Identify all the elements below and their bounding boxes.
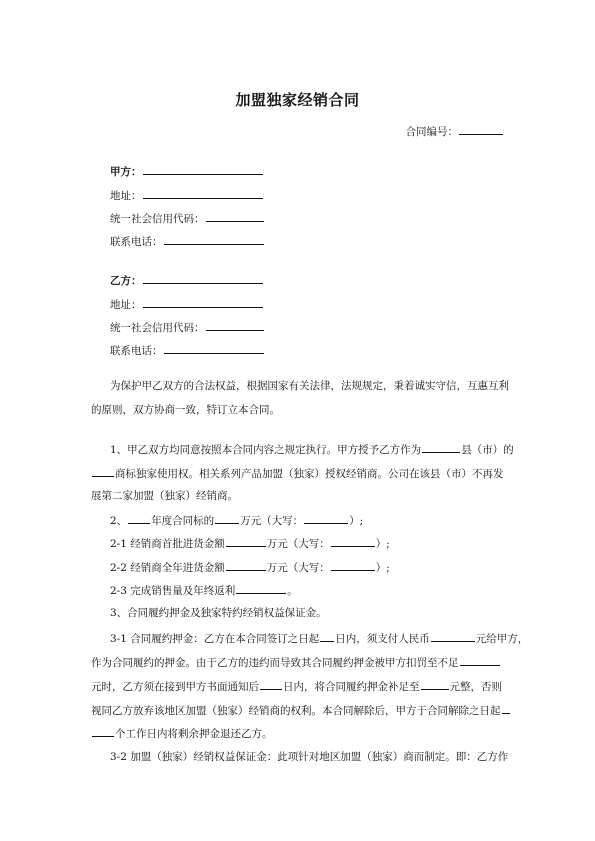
party-a-phone-blank [164, 233, 264, 245]
clause-3-1-notice-days-blank [260, 678, 282, 690]
contract-number-blank [459, 123, 503, 135]
party-a-address [110, 187, 264, 203]
party-a-name [110, 163, 264, 179]
clause-3-1-text-f: 日内，将合同履约押金补足至 [283, 681, 420, 693]
clause-2-1-text-b: 万元（大写： [266, 538, 330, 550]
clause-2-capital-blank [304, 512, 348, 524]
clause-2-amount-blank [215, 512, 239, 524]
clause-3-1-text-b: 日内，须支付人民币 [335, 633, 430, 645]
clause-2-text-b: 年度合同标的 [151, 515, 215, 527]
party-b-phone [110, 342, 265, 358]
clause-1-line-2 [91, 465, 504, 481]
clause-3-1-line-2 [91, 654, 501, 670]
clause-3-1-text-c: 元给甲方， [475, 633, 529, 645]
party-a-credit-code [110, 210, 265, 226]
clause-3-1-line-4 [91, 702, 511, 718]
party-a-phone-label: 联系电话： [110, 236, 163, 248]
party-a-address-label: 地址： [110, 190, 142, 202]
clause-3-1-rmb-blank [431, 630, 475, 642]
clause-3-1-line-3 [91, 678, 502, 694]
party-b-credit-blank [206, 319, 264, 331]
party-a-credit-blank [206, 210, 264, 222]
clause-2-2-text-b: 万元（大写： [266, 562, 330, 574]
clause-3-1-threshold-blank [460, 654, 500, 666]
party-b-address-label: 地址： [110, 299, 142, 311]
clause-2-2 [110, 559, 390, 575]
intro-line-2: 的原则，双方协商一致，特订立本合同。 [91, 404, 280, 416]
clause-3-2: 3-2 加盟（独家）经销权益保证金：此项针对地区加盟（独家）商而制定。即：乙方作 [110, 751, 509, 763]
clause-2-text-a: 2、 [110, 515, 128, 527]
clause-2-year-blank [128, 512, 150, 524]
clause-3-1-topup-blank [421, 678, 449, 690]
clause-1-county-blank [422, 441, 460, 453]
party-a-name-label: 甲方： [110, 166, 142, 178]
clause-2-text-c: 万元（大写： [240, 515, 304, 527]
clause-2-2-amount-blank [226, 559, 266, 571]
party-b-credit-code [110, 319, 265, 335]
clause-3-1-text-g: 元整，否则 [449, 681, 502, 693]
clause-3-1-text-e: 元时，乙方须在接到甲方书面通知后 [91, 681, 259, 693]
clause-3-1-line-5 [91, 725, 273, 741]
clause-2-1-text-c: ）; [375, 538, 390, 550]
party-b-name [110, 272, 264, 288]
clause-2-1-amount-blank [226, 535, 266, 547]
party-a-credit-label: 统一社会信用代码： [110, 213, 205, 225]
clause-2-3-text-b: 。 [287, 585, 298, 597]
clause-2-2-text-c: ）; [375, 562, 390, 574]
clause-2-1-text-a: 2-1 经销商首批进货金额 [110, 538, 225, 550]
clause-2 [110, 512, 363, 528]
party-b-address [110, 296, 264, 312]
clause-2-3-text-a: 2-3 完成销售量及年终返利 [110, 585, 236, 597]
party-b-phone-blank [164, 342, 264, 354]
clause-3-1-refund-blank-a [502, 702, 510, 714]
clause-1-line-3: 展第二家加盟（独家）经销商。 [91, 490, 238, 502]
clause-3-1-text-h: 视同乙方放弃该地区加盟（独家）经销商的权利。本合同解除后，甲方于合同解除之日起 [91, 705, 501, 717]
clause-3: 3、合同履约押金及独家特约经销权益保证金。 [110, 607, 327, 619]
contract-number-label: 合同编号： [405, 126, 458, 138]
clause-1-line-1 [110, 441, 514, 457]
clause-1-text-c: 商标独家使用权。相关系列产品加盟（独家）授权经销商。公司在该县（市）不再发 [115, 468, 504, 480]
clause-1-brand-blank [92, 465, 114, 477]
clause-2-1-capital-blank [331, 535, 375, 547]
clause-3-1-text-a: 3-1 合同履约押金：乙方在本合同签订之日起 [110, 633, 320, 645]
contract-number [406, 123, 505, 139]
clause-3-1-refund-blank-b [92, 725, 114, 737]
clause-2-2-text-a: 2-2 经销商全年进货金额 [110, 562, 225, 574]
clause-2-2-capital-blank [331, 559, 375, 571]
party-b-name-blank [143, 272, 263, 284]
clause-3-1-text-i: 个工作日内将剩余押金退还乙方。 [115, 728, 273, 740]
intro-line-1: 为保护甲乙双方的合法权益，根据国家有关法律，法规规定，秉着诚实守信，互惠互利 [110, 380, 509, 392]
clause-2-text-d: ）; [349, 515, 364, 527]
party-b-address-blank [143, 296, 263, 308]
party-b-phone-label: 联系电话： [110, 345, 163, 357]
clause-2-3-rebate-blank [236, 582, 286, 594]
party-a-address-blank [143, 187, 263, 199]
clause-3-1-text-d: 作为合同履约的押金。由于乙方的违约而导致其合同履约押金被甲方扣罚至不足 [91, 657, 459, 669]
party-a-name-blank [143, 163, 263, 175]
page-title: 加盟独家经销合同 [235, 91, 360, 109]
clause-3-1-line-1 [110, 630, 528, 646]
clause-1-text-b: 县（市）的 [461, 444, 514, 456]
party-b-credit-label: 统一社会信用代码： [110, 322, 205, 334]
clause-2-3 [110, 582, 298, 598]
clause-2-1 [110, 535, 390, 551]
party-a-phone [110, 233, 265, 249]
clause-3-1-days-blank [320, 630, 334, 642]
clause-1-text-a: 1、甲乙双方均同意按照本合同内容之规定执行。甲方授予乙方作为 [110, 444, 422, 456]
party-b-name-label: 乙方： [110, 275, 142, 287]
